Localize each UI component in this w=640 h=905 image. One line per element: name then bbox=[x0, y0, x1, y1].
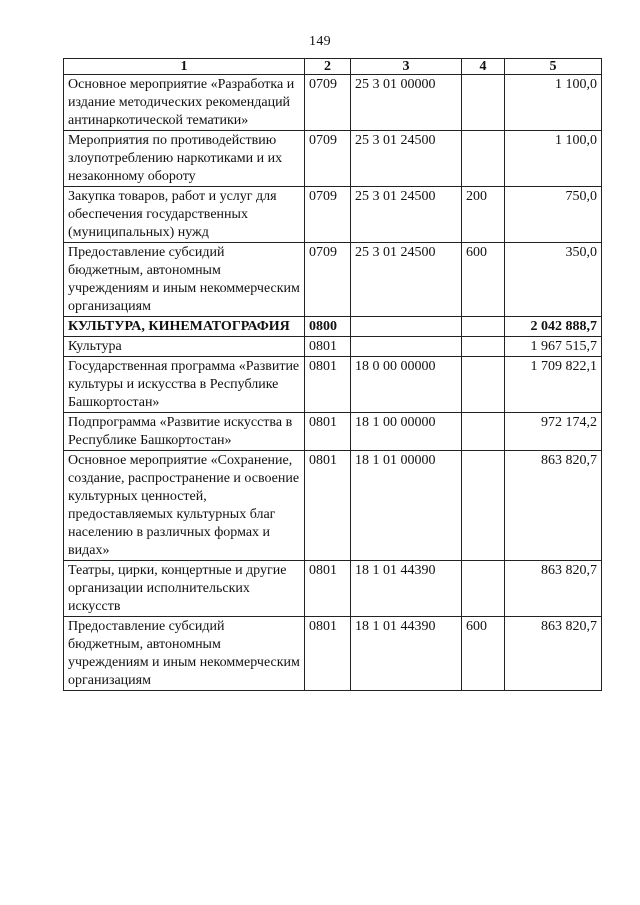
row-expense-type-cell bbox=[462, 451, 505, 561]
column-header: 4 bbox=[462, 59, 505, 75]
row-name-cell: Основное мероприятие «Разработка и издание методических рекомендаций антинаркотической тематики» bbox=[64, 75, 305, 131]
row-name-cell: Основное мероприятие «Сохранение, создание, распространение и освоение культурных ценностей, предоставляемых культурных благ населению в различных формах и видах» bbox=[64, 451, 305, 561]
row-target-code-cell: 25 3 01 24500 bbox=[351, 131, 462, 187]
row-name-cell: Государственная программа «Развитие культуры и искусства в Республике Башкортостан» bbox=[64, 357, 305, 413]
row-expense-type-cell bbox=[462, 561, 505, 617]
table-row bbox=[64, 451, 602, 561]
row-target-code-cell: 25 3 01 24500 bbox=[351, 243, 462, 317]
row-target-code-cell: 18 0 00 00000 bbox=[351, 357, 462, 413]
row-amount-cell: 863 820,7 bbox=[505, 617, 602, 691]
table-row bbox=[64, 337, 602, 357]
row-section-code-cell: 0709 bbox=[305, 75, 351, 131]
page-number: 149 bbox=[309, 34, 331, 49]
row-section-code-cell: 0800 bbox=[305, 317, 351, 337]
row-target-code-cell: 18 1 01 44390 bbox=[351, 561, 462, 617]
row-name-cell: Культура bbox=[64, 337, 305, 357]
row-amount-cell: 863 820,7 bbox=[505, 561, 602, 617]
row-amount-cell: 750,0 bbox=[505, 187, 602, 243]
row-expense-type-cell bbox=[462, 75, 505, 131]
row-name-cell: Закупка товаров, работ и услуг для обеспечения государственных (муниципальных) нужд bbox=[64, 187, 305, 243]
row-section-code-cell: 0709 bbox=[305, 243, 351, 317]
row-amount-cell: 972 174,2 bbox=[505, 413, 602, 451]
row-target-code-cell: 18 1 01 00000 bbox=[351, 451, 462, 561]
row-expense-type-cell bbox=[462, 131, 505, 187]
row-amount-cell: 2 042 888,7 bbox=[505, 317, 602, 337]
row-expense-type-cell bbox=[462, 317, 505, 337]
row-amount-cell: 1 100,0 bbox=[505, 131, 602, 187]
row-section-code-cell: 0801 bbox=[305, 451, 351, 561]
table-row bbox=[64, 75, 602, 131]
row-target-code-cell bbox=[351, 337, 462, 357]
row-amount-cell: 863 820,7 bbox=[505, 451, 602, 561]
row-expense-type-cell bbox=[462, 413, 505, 451]
row-name-cell: Предоставление субсидий бюджетным, автономным учреждениям и иным некоммерческим организациям bbox=[64, 243, 305, 317]
table-row bbox=[64, 357, 602, 413]
row-section-code-cell: 0709 bbox=[305, 131, 351, 187]
table-header-row bbox=[64, 59, 602, 75]
row-name-cell: Предоставление субсидий бюджетным, автономным учреждениям и иным некоммерческим организациям bbox=[64, 617, 305, 691]
budget-table bbox=[63, 58, 602, 691]
row-name-cell: Подпрограмма «Развитие искусства в Республике Башкортостан» bbox=[64, 413, 305, 451]
row-section-code-cell: 0801 bbox=[305, 413, 351, 451]
row-name-cell: Мероприятия по противодействию злоупотреблению наркотиками и их незаконному обороту bbox=[64, 131, 305, 187]
row-target-code-cell: 18 1 01 44390 bbox=[351, 617, 462, 691]
row-section-code-cell: 0801 bbox=[305, 617, 351, 691]
table-row bbox=[64, 317, 602, 337]
row-section-code-cell: 0801 bbox=[305, 561, 351, 617]
row-name-cell: КУЛЬТУРА, КИНЕМАТОГРАФИЯ bbox=[64, 317, 305, 337]
row-expense-type-cell bbox=[462, 357, 505, 413]
row-target-code-cell: 18 1 00 00000 bbox=[351, 413, 462, 451]
row-expense-type-cell bbox=[462, 337, 505, 357]
column-header: 1 bbox=[64, 59, 305, 75]
row-target-code-cell bbox=[351, 317, 462, 337]
row-target-code-cell: 25 3 01 24500 bbox=[351, 187, 462, 243]
row-section-code-cell: 0801 bbox=[305, 337, 351, 357]
table-row bbox=[64, 187, 602, 243]
column-header: 5 bbox=[505, 59, 602, 75]
table-row bbox=[64, 131, 602, 187]
row-name-cell: Театры, цирки, концертные и другие организации исполнительских искусств bbox=[64, 561, 305, 617]
table-row bbox=[64, 243, 602, 317]
row-amount-cell: 350,0 bbox=[505, 243, 602, 317]
column-header: 2 bbox=[305, 59, 351, 75]
row-amount-cell: 1 100,0 bbox=[505, 75, 602, 131]
table-row bbox=[64, 617, 602, 691]
row-expense-type-cell: 200 bbox=[462, 187, 505, 243]
table-row bbox=[64, 561, 602, 617]
row-amount-cell: 1 967 515,7 bbox=[505, 337, 602, 357]
row-amount-cell: 1 709 822,1 bbox=[505, 357, 602, 413]
row-section-code-cell: 0801 bbox=[305, 357, 351, 413]
table-row bbox=[64, 413, 602, 451]
row-expense-type-cell: 600 bbox=[462, 617, 505, 691]
row-section-code-cell: 0709 bbox=[305, 187, 351, 243]
row-expense-type-cell: 600 bbox=[462, 243, 505, 317]
row-target-code-cell: 25 3 01 00000 bbox=[351, 75, 462, 131]
column-header: 3 bbox=[351, 59, 462, 75]
